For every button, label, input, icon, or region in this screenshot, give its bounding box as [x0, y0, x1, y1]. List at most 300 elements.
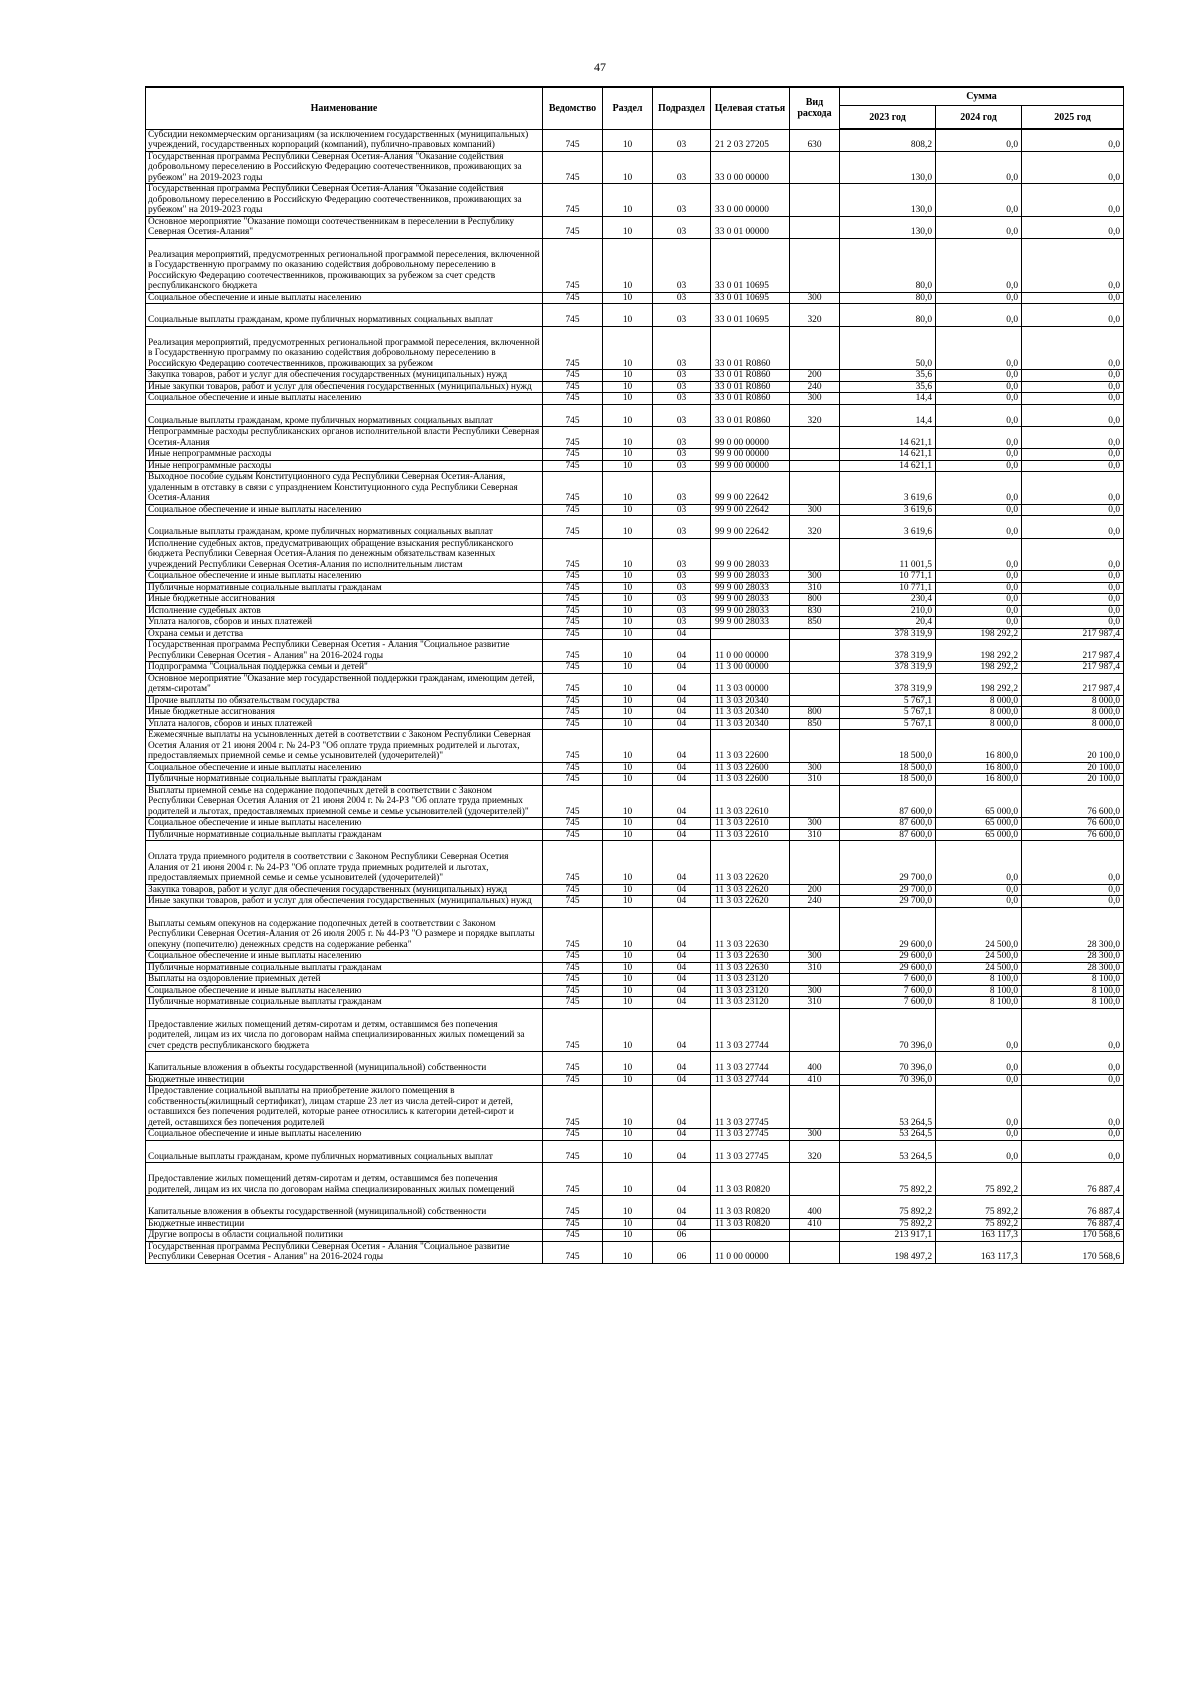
row-amount-2023: 3 619,6 [840, 504, 936, 516]
row-exp-type [790, 974, 840, 986]
row-dept: 745 [543, 1129, 603, 1141]
row-amount-2023: 87 600,0 [840, 785, 936, 818]
row-amount-2025: 0,0 [1022, 582, 1124, 594]
row-amount-2025: 20 100,0 [1022, 730, 1124, 763]
row-amount-2024: 0,0 [936, 460, 1022, 472]
row-article: 11 3 03 20340 [711, 718, 790, 730]
row-subsection: 03 [653, 304, 711, 327]
row-section: 10 [603, 730, 653, 763]
row-section: 10 [603, 640, 653, 662]
row-section: 10 [603, 571, 653, 583]
row-section: 10 [603, 1074, 653, 1086]
row-exp-type [790, 1086, 840, 1129]
table-row [146, 472, 1124, 505]
row-subsection: 03 [653, 238, 711, 292]
row-amount-2025: 0,0 [1022, 184, 1124, 217]
row-amount-2025: 0,0 [1022, 326, 1124, 370]
row-amount-2023: 378 319,9 [840, 662, 936, 674]
row-name: Ежемесячные выплаты на усыновленных детей в соответствии с Законом Республики Северная Осетия Алания от 21 июня 2004 г. № 24-РЗ "Об оплате труда приемных родителей и льготах, предоставляемых приемной семье и семье усыновителей (удочерителей)" [146, 730, 543, 763]
row-name: Социальные выплаты гражданам, кроме публичных нормативных социальных выплат [146, 404, 543, 427]
row-subsection: 06 [653, 1230, 711, 1242]
row-article: 33 0 01 R0860 [711, 393, 790, 405]
row-amount-2025: 0,0 [1022, 841, 1124, 885]
row-dept: 745 [543, 1052, 603, 1075]
row-article: 11 3 03 22620 [711, 884, 790, 896]
table-row [146, 841, 1124, 885]
row-amount-2025: 217 987,4 [1022, 628, 1124, 640]
table-row [146, 151, 1124, 184]
row-dept: 745 [543, 962, 603, 974]
row-exp-type [790, 538, 840, 571]
row-exp-type [790, 907, 840, 951]
row-article: 11 3 03 22630 [711, 962, 790, 974]
row-article: 11 3 03 22600 [711, 762, 790, 774]
table-row [146, 393, 1124, 405]
row-amount-2024: 0,0 [936, 538, 1022, 571]
row-dept: 745 [543, 582, 603, 594]
row-dept: 745 [543, 1218, 603, 1230]
row-article: 11 0 00 00000 [711, 640, 790, 662]
row-amount-2024: 0,0 [936, 292, 1022, 304]
row-section: 10 [603, 1052, 653, 1075]
row-amount-2025: 76 600,0 [1022, 785, 1124, 818]
table-row [146, 538, 1124, 571]
row-amount-2024: 16 800,0 [936, 762, 1022, 774]
row-amount-2025: 0,0 [1022, 151, 1124, 184]
row-amount-2025: 8 100,0 [1022, 985, 1124, 997]
table-row [146, 504, 1124, 516]
row-name: Основное мероприятие "Оказание помощи соотечественникам в переселении в Республику Северная Осетия-Алания" [146, 216, 543, 238]
row-amount-2025: 0,0 [1022, 571, 1124, 583]
row-amount-2023: 130,0 [840, 184, 936, 217]
row-subsection: 03 [653, 516, 711, 539]
row-name: Подпрограмма "Социальная поддержка семьи и детей" [146, 662, 543, 674]
row-section: 10 [603, 1163, 653, 1196]
row-dept: 745 [543, 238, 603, 292]
row-amount-2023: 50,0 [840, 326, 936, 370]
row-amount-2024: 0,0 [936, 381, 1022, 393]
row-dept: 745 [543, 427, 603, 449]
row-subsection: 03 [653, 594, 711, 606]
table-row [146, 404, 1124, 427]
row-exp-type: 410 [790, 1074, 840, 1086]
row-section: 10 [603, 582, 653, 594]
row-subsection: 04 [653, 1052, 711, 1075]
row-section: 10 [603, 216, 653, 238]
row-amount-2025: 0,0 [1022, 538, 1124, 571]
row-article: 33 0 00 00000 [711, 151, 790, 184]
row-dept: 745 [543, 571, 603, 583]
row-article: 11 3 03 27744 [711, 1052, 790, 1075]
row-subsection: 04 [653, 997, 711, 1009]
row-amount-2024: 65 000,0 [936, 829, 1022, 841]
row-amount-2024: 0,0 [936, 427, 1022, 449]
row-exp-type: 300 [790, 292, 840, 304]
row-section: 10 [603, 594, 653, 606]
table-row [146, 1196, 1124, 1219]
row-exp-type [790, 1230, 840, 1242]
row-dept: 745 [543, 594, 603, 606]
row-subsection: 04 [653, 1163, 711, 1196]
row-subsection: 03 [653, 571, 711, 583]
row-name: Уплата налогов, сборов и иных платежей [146, 617, 543, 629]
table-row [146, 582, 1124, 594]
row-amount-2023: 80,0 [840, 304, 936, 327]
row-amount-2023: 213 917,1 [840, 1230, 936, 1242]
row-amount-2024: 0,0 [936, 151, 1022, 184]
row-amount-2023: 35,6 [840, 381, 936, 393]
row-dept: 745 [543, 605, 603, 617]
row-exp-type: 400 [790, 1052, 840, 1075]
row-name: Социальное обеспечение и иные выплаты населению [146, 1129, 543, 1141]
row-name: Оплата труда приемного родителя в соответствии с Законом Республики Северная Осетия Алания от 21 июня 2004 г. № 24-РЗ "Об оплате труда приемных родителей и льготах, предоставляемых приемной семье и семье усыновителей (удочерителей)" [146, 841, 543, 885]
row-amount-2024: 163 117,3 [936, 1230, 1022, 1242]
row-subsection: 04 [653, 1218, 711, 1230]
row-dept: 745 [543, 1074, 603, 1086]
row-amount-2024: 8 100,0 [936, 997, 1022, 1009]
row-exp-type: 800 [790, 707, 840, 719]
row-dept: 745 [543, 216, 603, 238]
row-subsection: 04 [653, 695, 711, 707]
row-name: Предоставление жилых помещений детям-сиротам и детям, оставшимся без попечения родителей, лицам из их числа по договорам найма специализированных жилых помещений [146, 1163, 543, 1196]
row-exp-type: 320 [790, 1140, 840, 1163]
row-amount-2024: 0,0 [936, 238, 1022, 292]
row-name: Выходное пособие судьям Конституционного суда Республики Северная Осетия-Алания, удаленным в отставку в связи с упразднением Конституционного суда Республики Северная Осетия-Алания [146, 472, 543, 505]
row-dept: 745 [543, 184, 603, 217]
row-section: 10 [603, 605, 653, 617]
row-name: Предоставление жилых помещений детям-сиротам и детям, оставшимся без попечения родителей, лицам из их числа по договорам найма специализированных жилых помещений за счет средств республиканского бюджета [146, 1008, 543, 1052]
row-amount-2023: 18 500,0 [840, 774, 936, 786]
row-article: 99 9 00 28033 [711, 594, 790, 606]
row-exp-type [790, 1008, 840, 1052]
row-subsection: 03 [653, 129, 711, 151]
row-amount-2024: 0,0 [936, 1074, 1022, 1086]
row-dept: 745 [543, 730, 603, 763]
row-section: 10 [603, 129, 653, 151]
row-name: Социальное обеспечение и иные выплаты населению [146, 762, 543, 774]
row-exp-type [790, 151, 840, 184]
table-row [146, 460, 1124, 472]
row-amount-2025: 8 000,0 [1022, 718, 1124, 730]
row-amount-2023: 14 621,1 [840, 460, 936, 472]
row-subsection: 03 [653, 326, 711, 370]
row-section: 10 [603, 370, 653, 382]
row-amount-2023: 378 319,9 [840, 640, 936, 662]
row-exp-type: 400 [790, 1196, 840, 1219]
row-subsection: 04 [653, 774, 711, 786]
row-exp-type: 310 [790, 774, 840, 786]
row-name: Выплаты на оздоровление приемных детей [146, 974, 543, 986]
row-amount-2023: 10 771,1 [840, 571, 936, 583]
row-amount-2023: 3 619,6 [840, 516, 936, 539]
row-amount-2023: 10 771,1 [840, 582, 936, 594]
row-subsection: 04 [653, 628, 711, 640]
row-dept: 745 [543, 896, 603, 908]
row-amount-2023: 7 600,0 [840, 997, 936, 1009]
table-row [146, 1218, 1124, 1230]
row-article: 11 3 03 27745 [711, 1140, 790, 1163]
row-amount-2024: 0,0 [936, 449, 1022, 461]
row-subsection: 04 [653, 640, 711, 662]
row-amount-2025: 0,0 [1022, 1074, 1124, 1086]
row-section: 10 [603, 393, 653, 405]
row-section: 10 [603, 951, 653, 963]
row-amount-2024: 8 000,0 [936, 695, 1022, 707]
table-row [146, 1230, 1124, 1242]
row-amount-2023: 70 396,0 [840, 1008, 936, 1052]
row-article: 21 2 03 27205 [711, 129, 790, 151]
row-subsection: 03 [653, 184, 711, 217]
row-amount-2023: 75 892,2 [840, 1163, 936, 1196]
row-dept: 745 [543, 151, 603, 184]
row-exp-type [790, 326, 840, 370]
row-article: 33 0 01 10695 [711, 304, 790, 327]
row-exp-type: 300 [790, 762, 840, 774]
row-amount-2024: 0,0 [936, 504, 1022, 516]
row-dept: 745 [543, 1008, 603, 1052]
row-subsection: 04 [653, 896, 711, 908]
row-amount-2024: 0,0 [936, 326, 1022, 370]
row-dept: 745 [543, 617, 603, 629]
row-amount-2024: 0,0 [936, 582, 1022, 594]
row-amount-2024: 24 500,0 [936, 962, 1022, 974]
row-subsection: 04 [653, 1140, 711, 1163]
row-amount-2024: 0,0 [936, 1086, 1022, 1129]
row-name: Социальные выплаты гражданам, кроме публичных нормативных социальных выплат [146, 304, 543, 327]
row-amount-2024: 0,0 [936, 370, 1022, 382]
row-article: 99 0 00 00000 [711, 427, 790, 449]
table-row [146, 1074, 1124, 1086]
row-subsection: 03 [653, 427, 711, 449]
row-subsection: 03 [653, 404, 711, 427]
row-amount-2025: 0,0 [1022, 884, 1124, 896]
row-dept: 745 [543, 516, 603, 539]
row-section: 10 [603, 304, 653, 327]
row-exp-type: 300 [790, 1129, 840, 1141]
row-amount-2025: 76 887,4 [1022, 1218, 1124, 1230]
row-exp-type: 300 [790, 571, 840, 583]
row-section: 10 [603, 673, 653, 695]
row-amount-2025: 0,0 [1022, 594, 1124, 606]
table-row [146, 730, 1124, 763]
row-section: 10 [603, 997, 653, 1009]
table-row [146, 884, 1124, 896]
row-amount-2024: 0,0 [936, 404, 1022, 427]
table-row [146, 640, 1124, 662]
budget-table [145, 86, 1124, 1264]
row-article: 99 9 00 22642 [711, 516, 790, 539]
row-section: 10 [603, 762, 653, 774]
row-section: 10 [603, 472, 653, 505]
row-amount-2023: 130,0 [840, 151, 936, 184]
row-subsection: 03 [653, 582, 711, 594]
row-name: Иные закупки товаров, работ и услуг для обеспечения государственных (муниципальных) нужд [146, 381, 543, 393]
row-name: Иные бюджетные ассигнования [146, 594, 543, 606]
row-amount-2025: 0,0 [1022, 216, 1124, 238]
row-name: Закупка товаров, работ и услуг для обеспечения государственных (муниципальных) нужд [146, 884, 543, 896]
table-row [146, 216, 1124, 238]
row-article: 11 3 03 22610 [711, 829, 790, 841]
row-dept: 745 [543, 292, 603, 304]
row-amount-2025: 20 100,0 [1022, 762, 1124, 774]
row-name: Исполнение судебных актов [146, 605, 543, 617]
table-row [146, 673, 1124, 695]
row-exp-type: 300 [790, 985, 840, 997]
row-article: 11 3 03 23120 [711, 997, 790, 1009]
row-dept: 745 [543, 974, 603, 986]
table-row [146, 1241, 1124, 1263]
row-amount-2024: 0,0 [936, 304, 1022, 327]
row-subsection: 04 [653, 730, 711, 763]
row-exp-type [790, 216, 840, 238]
row-exp-type: 310 [790, 962, 840, 974]
row-subsection: 04 [653, 829, 711, 841]
row-amount-2025: 76 600,0 [1022, 829, 1124, 841]
row-article: 99 9 00 28033 [711, 538, 790, 571]
row-exp-type: 320 [790, 516, 840, 539]
row-amount-2024: 16 800,0 [936, 730, 1022, 763]
row-amount-2025: 28 300,0 [1022, 962, 1124, 974]
row-amount-2024: 0,0 [936, 516, 1022, 539]
row-article: 11 3 03 00000 [711, 673, 790, 695]
row-section: 10 [603, 628, 653, 640]
row-section: 10 [603, 504, 653, 516]
row-article: 11 3 03 22600 [711, 730, 790, 763]
row-subsection: 04 [653, 962, 711, 974]
row-amount-2025: 217 987,4 [1022, 662, 1124, 674]
row-exp-type [790, 628, 840, 640]
table-row [146, 1129, 1124, 1141]
row-section: 10 [603, 1129, 653, 1141]
row-subsection: 04 [653, 662, 711, 674]
row-section: 10 [603, 884, 653, 896]
row-article: 99 9 00 00000 [711, 460, 790, 472]
row-amount-2023: 87 600,0 [840, 818, 936, 830]
row-amount-2023: 29 700,0 [840, 841, 936, 885]
row-name: Исполнение судебных актов, предусматривающих обращение взыскания республиканского бюджета Республики Северная Осетия-Алания по денежным обязательствам казенных учреждений Республики Северная Осетия-Алания по исполнительным листам [146, 538, 543, 571]
row-subsection: 04 [653, 1074, 711, 1086]
table-body [146, 129, 1124, 1263]
row-dept: 745 [543, 907, 603, 951]
row-section: 10 [603, 785, 653, 818]
row-dept: 745 [543, 707, 603, 719]
table-row [146, 594, 1124, 606]
row-name: Другие вопросы в области социальной политики [146, 1230, 543, 1242]
row-name: Социальное обеспечение и иные выплаты населению [146, 951, 543, 963]
row-name: Государственная программа Республики Северная Осетия-Алания "Оказание содействия добровольному переселению в Российскую Федерацию соотечественников, проживающих за рубежом" на 2019-2023 годы [146, 184, 543, 217]
table-row [146, 427, 1124, 449]
row-subsection: 04 [653, 1196, 711, 1219]
table-row [146, 829, 1124, 841]
table-row [146, 907, 1124, 951]
row-amount-2023: 230,4 [840, 594, 936, 606]
row-exp-type [790, 460, 840, 472]
table-row [146, 1086, 1124, 1129]
row-subsection: 03 [653, 605, 711, 617]
row-section: 10 [603, 695, 653, 707]
row-subsection: 04 [653, 974, 711, 986]
row-exp-type [790, 730, 840, 763]
row-amount-2023: 130,0 [840, 216, 936, 238]
table-row [146, 785, 1124, 818]
table-row [146, 326, 1124, 370]
row-dept: 745 [543, 472, 603, 505]
row-exp-type: 200 [790, 370, 840, 382]
row-dept: 745 [543, 1230, 603, 1242]
row-exp-type: 310 [790, 829, 840, 841]
table-row [146, 449, 1124, 461]
row-exp-type: 240 [790, 896, 840, 908]
row-subsection: 04 [653, 673, 711, 695]
row-amount-2024: 0,0 [936, 216, 1022, 238]
header-subsection: Подраздел [653, 87, 711, 129]
row-article: 33 0 01 00000 [711, 216, 790, 238]
row-dept: 745 [543, 504, 603, 516]
row-amount-2025: 0,0 [1022, 617, 1124, 629]
row-dept: 745 [543, 628, 603, 640]
row-section: 10 [603, 1230, 653, 1242]
row-article: 33 0 01 R0860 [711, 404, 790, 427]
table-row [146, 184, 1124, 217]
table-row [146, 718, 1124, 730]
row-exp-type: 320 [790, 304, 840, 327]
row-amount-2024: 0,0 [936, 129, 1022, 151]
row-name: Основное мероприятие "Оказание мер государственной поддержки гражданам, имеющим детей, детям-сиротам" [146, 673, 543, 695]
row-article: 11 3 03 27744 [711, 1074, 790, 1086]
header-dept: Ведомство [543, 87, 603, 129]
row-name: Выплаты приемной семье на содержание подопечных детей в соответствии с Законом Республики Северная Осетия Алания от 21 июня 2004 г. № 24-РЗ "Об оплате труда приемных родителей и льготах, предоставляемых приемной семье и семье усыновителей (удочерителей)" [146, 785, 543, 818]
table-row [146, 974, 1124, 986]
row-section: 10 [603, 1140, 653, 1163]
row-name: Государственная программа Республики Северная Осетия - Алания "Социальное развитие Республики Северная Осетия - Алания" на 2016-2024 годы [146, 1241, 543, 1263]
row-subsection: 04 [653, 907, 711, 951]
row-article: 11 3 03 27745 [711, 1086, 790, 1129]
row-article: 33 0 00 00000 [711, 184, 790, 217]
row-article: 11 3 03 22600 [711, 774, 790, 786]
row-exp-type: 300 [790, 393, 840, 405]
table-row [146, 129, 1124, 151]
row-name: Реализация мероприятий, предусмотренных региональной программой переселения, включенной в Государственную программу по оказанию содействия добровольному переселению в Российскую Федерацию соотечественников, проживающих за рубежом за счет средств республиканского бюджета [146, 238, 543, 292]
row-amount-2023: 29 600,0 [840, 951, 936, 963]
row-amount-2023: 5 767,1 [840, 707, 936, 719]
row-subsection: 03 [653, 381, 711, 393]
row-name: Иные бюджетные ассигнования [146, 707, 543, 719]
row-dept: 745 [543, 673, 603, 695]
row-dept: 745 [543, 326, 603, 370]
row-amount-2025: 0,0 [1022, 370, 1124, 382]
row-amount-2025: 217 987,4 [1022, 673, 1124, 695]
table-row [146, 381, 1124, 393]
row-article: 99 9 00 28033 [711, 582, 790, 594]
row-dept: 745 [543, 370, 603, 382]
row-exp-type [790, 695, 840, 707]
table-row [146, 896, 1124, 908]
row-article: 33 0 01 10695 [711, 238, 790, 292]
row-amount-2024: 75 892,2 [936, 1196, 1022, 1219]
row-exp-type: 320 [790, 404, 840, 427]
row-amount-2025: 0,0 [1022, 516, 1124, 539]
row-name: Государственная программа Республики Северная Осетия - Алания "Социальное развитие Республики Северная Осетия - Алания" на 2016-2024 годы [146, 640, 543, 662]
row-article: 11 3 03 23120 [711, 974, 790, 986]
row-article: 11 3 03 23120 [711, 985, 790, 997]
row-amount-2024: 0,0 [936, 472, 1022, 505]
row-amount-2023: 53 264,5 [840, 1086, 936, 1129]
row-exp-type [790, 427, 840, 449]
row-section: 10 [603, 662, 653, 674]
row-amount-2024: 8 100,0 [936, 985, 1022, 997]
row-article: 11 3 03 R0820 [711, 1218, 790, 1230]
table-row [146, 304, 1124, 327]
